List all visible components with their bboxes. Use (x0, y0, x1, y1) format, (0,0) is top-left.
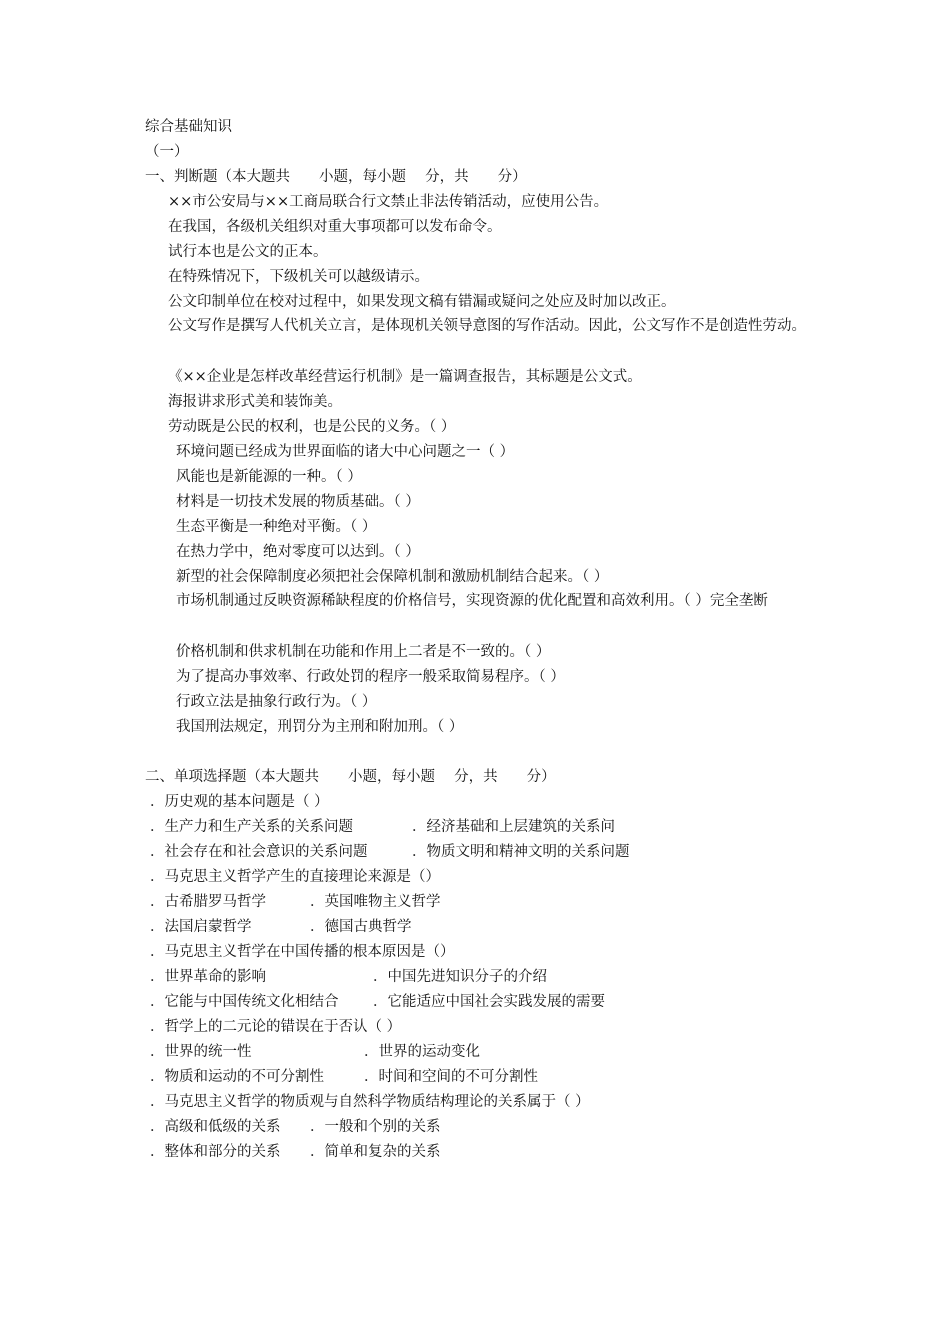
mc-q3-option-a: ．世界革命的影响 (150, 969, 266, 985)
mc-q3-option-b: ．中国先进知识分子的介绍 (373, 969, 547, 985)
mc-q4-option-c: ．物质和运动的不可分割性 (150, 1069, 324, 1085)
mc-q2-stem: ．马克思主义哲学产生的直接理论来源是（） (150, 869, 440, 885)
tf-item-19: 行政立法是抽象行政行为。（ ） (176, 694, 377, 710)
mc-q5-option-a: ．高级和低级的关系 (150, 1119, 281, 1135)
mc-q2-option-c: ．法国启蒙哲学 (150, 919, 252, 935)
mc-q1-stem: ．历史观的基本问题是（ ） (150, 794, 329, 810)
mc-q4-option-d: ．时间和空间的不可分割性 (364, 1069, 538, 1085)
tf-item-6: 公文写作是撰写人代机关立言，是体现机关领导意图的写作活动。因此，公文写作不是创造性劳动。 (168, 318, 806, 334)
mc-q4-option-a: ．世界的统一性 (150, 1044, 252, 1060)
mc-q4-option-b: ．世界的运动变化 (364, 1044, 480, 1060)
tf-item-11: 风能也是新能源的一种。（ ） (176, 469, 362, 485)
mc-q1-option-b: ．经济基础和上层建筑的关系问 (412, 819, 615, 835)
tf-item-9: 劳动既是公民的权利，也是公民的义务。（ ） (168, 419, 456, 435)
mc-q1-option-d: ．物质文明和精神文明的关系问题 (412, 844, 630, 860)
tf-item-4: 在特殊情况下，下级机关可以越级请示。 (168, 269, 429, 285)
part-label: （一） (145, 144, 189, 160)
mc-q3-stem: ．马克思主义哲学在中国传播的根本原因是（） (150, 944, 455, 960)
mc-q5-stem: ．马克思主义哲学的物质观与自然科学物质结构理论的关系属于（ ） (150, 1094, 590, 1110)
mc-q5-option-d: ．简单和复杂的关系 (310, 1144, 441, 1160)
tf-item-12: 材料是一切技术发展的物质基础。（ ） (176, 494, 420, 510)
tf-item-13: 生态平衡是一种绝对平衡。（ ） (176, 519, 377, 535)
tf-item-15: 新型的社会保障制度必须把社会保障机制和激励机制结合起来。（ ） (176, 569, 609, 585)
tf-item-1: ××市公安局与××工商局联合行文禁止非法传销活动，应使用公告。 (168, 194, 609, 210)
tf-item-20: 我国刑法规定，刑罚分为主刑和附加刑。（ ） (176, 719, 464, 735)
tf-item-3: 试行本也是公文的正本。 (168, 244, 328, 260)
mc-q2-option-d: ．德国古典哲学 (310, 919, 412, 935)
mc-q3-option-d: ．它能适应中国社会实践发展的需要 (373, 994, 605, 1010)
mc-q5-option-b: ．一般和个别的关系 (310, 1119, 441, 1135)
tf-item-10: 环境问题已经成为世界面临的诸大中心问题之一（ ） (176, 444, 515, 460)
mc-q3-option-c: ．它能与中国传统文化相结合 (150, 994, 339, 1010)
tf-item-16: 市场机制通过反映资源稀缺程度的价格信号，实现资源的优化配置和高效利用。（ ）完全垄断 (176, 593, 768, 609)
document-title: 综合基础知识 (145, 119, 232, 135)
mc-q4-stem: ．哲学上的二元论的错误在于否认（ ） (150, 1019, 402, 1035)
tf-item-2: 在我国，各级机关组织对重大事项都可以发布命令。 (168, 219, 502, 235)
tf-item-18: 为了提高办事效率、行政处罚的程序一般采取简易程序。（ ） (176, 669, 565, 685)
mc-q1-option-c: ．社会存在和社会意识的关系问题 (150, 844, 368, 860)
tf-item-7: 《××企业是怎样改革经营运行机制》是一篇调查报告，其标题是公文式。 (168, 369, 642, 385)
tf-item-8: 海报讲求形式美和装饰美。 (168, 394, 342, 410)
section1-heading: 一、判断题（本大题共 小题，每小题 分，共 分） (145, 169, 527, 185)
section2-heading: 二、单项选择题（本大题共 小题，每小题 分，共 分） (145, 769, 556, 785)
mc-q1-option-a: ．生产力和生产关系的关系问题 (150, 819, 353, 835)
mc-q5-option-c: ．整体和部分的关系 (150, 1144, 281, 1160)
tf-item-17: 价格机制和供求机制在功能和作用上二者是不一致的。（ ） (176, 644, 551, 660)
mc-q2-option-a: ．古希腊罗马哲学 (150, 894, 266, 910)
tf-item-14: 在热力学中，绝对零度可以达到。（ ） (176, 544, 420, 560)
mc-q2-option-b: ．英国唯物主义哲学 (310, 894, 441, 910)
tf-item-5: 公文印制单位在校对过程中，如果发现文稿有错漏或疑问之处应及时加以改正。 (168, 294, 676, 310)
